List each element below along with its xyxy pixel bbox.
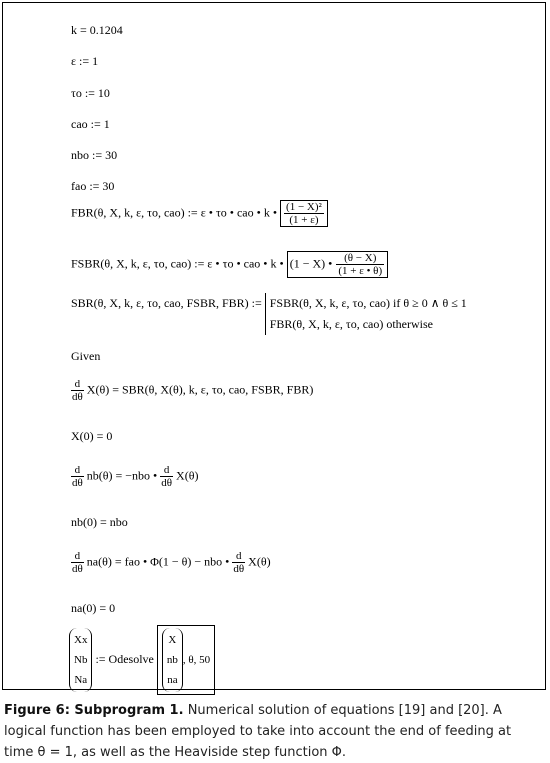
fbr-fraction [284, 201, 324, 226]
result-xx: Xx [74, 634, 88, 646]
fbr-lhs: FBR(θ, X, k, ε, τo, cao) := ε • τo • cao • k • [71, 205, 278, 220]
sbr-case-2: FBR(θ, X, k, ε, τo, cao) otherwise [269, 317, 434, 331]
ic-na: na(0) = 0 [71, 601, 116, 615]
fbr-denominator: (1 + ε) [284, 213, 324, 226]
derivative-d: d [160, 464, 173, 477]
fbr-numerator: (1 − X)² [286, 201, 322, 213]
ode-x-equation: X(θ) = SBR(θ, X(θ), k, ε, τo, cao, FSBR, FBR) [86, 382, 314, 397]
figure-caption [4, 700, 544, 763]
derivative-dtheta: dθ [72, 477, 83, 489]
unknown-x: X [168, 634, 177, 646]
sbr-case-1: FSBR(θ, X, k, ε, τo, cao) if θ ≥ 0 ∧ θ ≤ 1 [269, 296, 467, 310]
tau-definition: τo := 10 [71, 86, 110, 100]
result-nb: Nb [74, 654, 88, 666]
sbr-lhs: SBR(θ, X, k, ε, τo, cao, FSBR, FBR) := [71, 296, 262, 310]
ode-nb [71, 464, 198, 489]
odesolve-args: , θ, 50 [182, 654, 211, 666]
derivative-d: d [71, 550, 84, 563]
fbr-bracket [280, 200, 328, 227]
sbr-cases [265, 293, 467, 335]
derivative-operator [71, 550, 84, 575]
ode-na [71, 550, 271, 575]
fsbr-denominator: (1 + ε • θ) [338, 265, 383, 277]
derivative-d: d [232, 550, 245, 563]
odesolve-statement [69, 625, 215, 695]
odesolve-call: := Odesolve [95, 651, 154, 666]
result-vector [69, 628, 92, 692]
odesolve-arguments [157, 625, 215, 695]
k-definition: k = 0.1204 [71, 23, 123, 37]
ode-x [71, 378, 313, 403]
ode-na-rhs: X(θ) [248, 554, 271, 569]
derivative-d: d [71, 378, 84, 391]
derivative-operator [160, 464, 173, 489]
cao-definition: cao := 1 [71, 117, 110, 131]
derivative-dtheta: dθ [233, 563, 245, 575]
nbo-definition: nbo := 30 [71, 148, 118, 162]
fsbr-fraction [336, 252, 384, 277]
ode-na-lhs: na(θ) = fao • Φ(1 − θ) − nbo • [86, 554, 230, 569]
derivative-dtheta: dθ [72, 563, 83, 575]
derivative-operator [71, 464, 84, 489]
fsbr-numerator: (θ − X) [344, 252, 377, 264]
fao-definition: fao := 30 [71, 179, 115, 193]
derivative-d: d [71, 464, 84, 477]
given-keyword: Given [71, 349, 101, 363]
caption-text: Numerical solution of equations [19] and [20]. A logical function has been employed to take into account the end of feeding at time θ = 1, as well as the Heaviside step function Φ. [4, 703, 512, 760]
fsbr-definition [71, 251, 388, 278]
sbr-definition [71, 293, 467, 335]
fbr-definition [71, 200, 328, 227]
derivative-operator [232, 550, 245, 575]
ic-x: X(0) = 0 [71, 429, 113, 443]
unknown-na: na [167, 674, 178, 686]
fsbr-bracket [287, 251, 388, 278]
result-na: Na [74, 674, 88, 686]
unknown-nb: nb [166, 654, 178, 666]
epsilon-definition: ε := 1 [71, 54, 99, 68]
fsbr-mid: (1 − X) • [289, 256, 333, 271]
derivative-operator [71, 378, 84, 403]
ic-nb: nb(0) = nbo [71, 515, 128, 529]
ode-nb-rhs: X(θ) [176, 468, 199, 483]
fsbr-lhs: FSBR(θ, X, k, ε, τo, cao) := ε • τo • cao • k • [71, 256, 284, 271]
derivative-dtheta: dθ [161, 477, 173, 489]
caption-label: Figure 6: Subprogram 1. [4, 703, 184, 718]
derivative-dtheta: dθ [72, 391, 83, 403]
mathcad-worksheet [2, 2, 546, 690]
ode-nb-lhs: nb(θ) = −nbo • [86, 468, 158, 483]
unknowns-vector [162, 628, 183, 692]
